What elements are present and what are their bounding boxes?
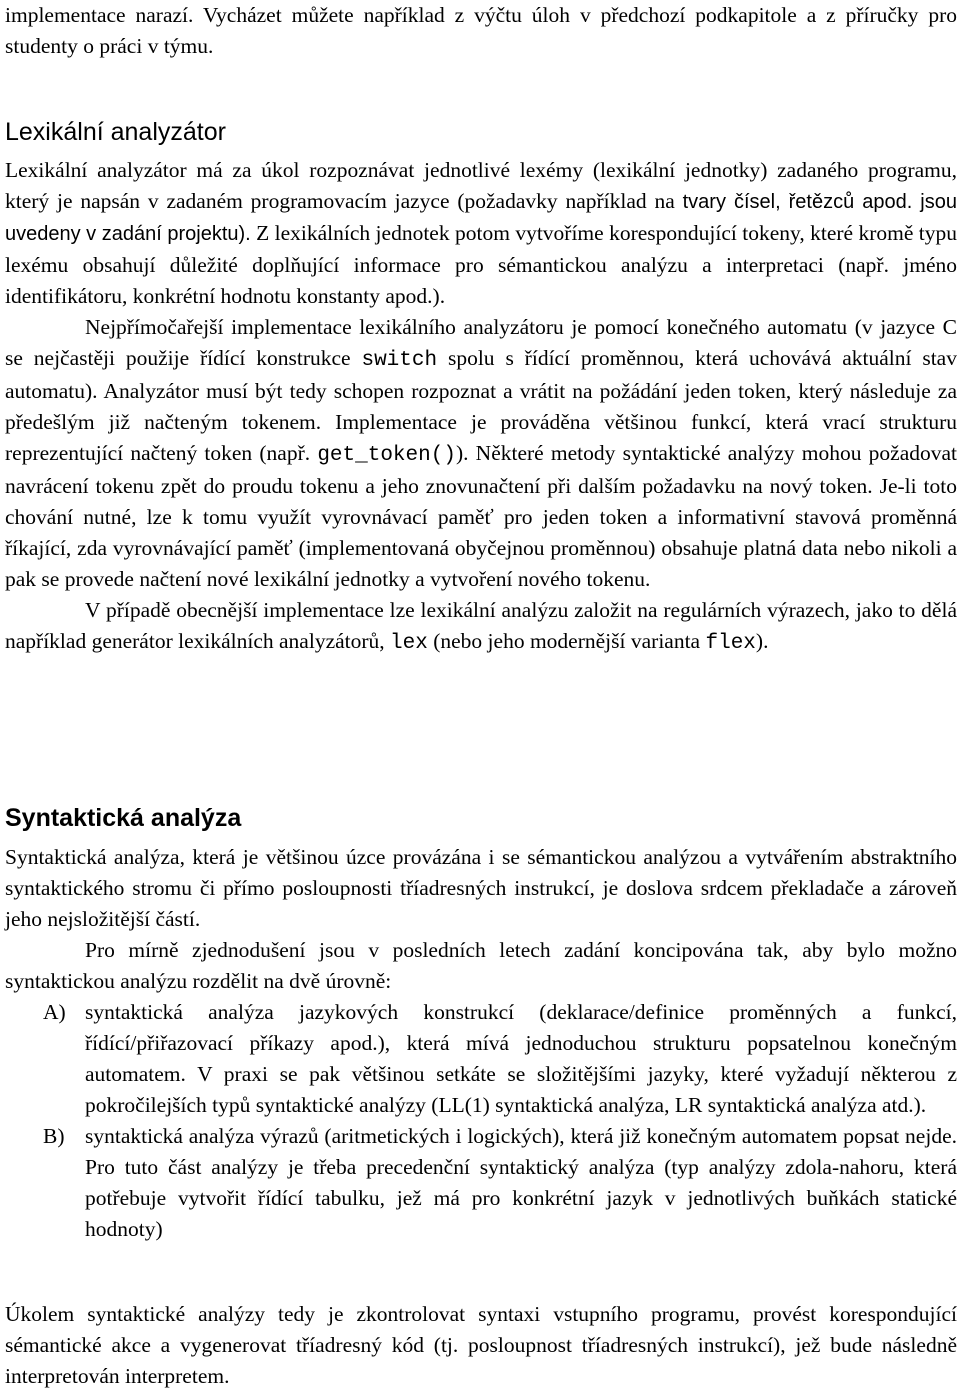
- lexer-p1-rest: Z lexikálních jednotek potom vytvoříme korespondující tokeny, které kromě typu lexému obsahují důležité doplňující informace pro sémantickou analýzu a interpretaci (např. jméno identifikátoru, konkrétní hodnotu konstanty apod.).: [5, 221, 958, 308]
- lexer-paragraph-2: [5, 312, 957, 595]
- syntax-paragraph-1: Syntaktická analýza, která je většinou úzce provázána i se sémantickou analýzou a vytvářením abstraktního syntaktického stromu či přímo posloupnosti tříadresných instrukcí, je doslova srdcem překladače a zároveň jeho nejsložitější částí.: [5, 845, 957, 931]
- lexer-section: [5, 155, 957, 659]
- syntax-heading: Syntaktická analýza: [5, 804, 242, 832]
- lexer-paragraph-3: [5, 595, 957, 659]
- code-flex: flex: [705, 632, 756, 655]
- syntax-section: [5, 842, 957, 1245]
- lexer-p2-text-c: ). Některé metody syntaktické analýzy mohou požadovat navrácení tokenu zpět do proudu tokenu a jeho znovunačtení při dalším požadavku na nový token. Je-li toto chování nutné, lze k tomu využít vyrovnávací paměť pro jeden token a informativní stavová proměnná říkající, zda vyrovnávající paměť (implementovaná obyčejnou proměnnou) obsahuje platná data nebo nikoli a pak se provede načtení nové lexikální jednotky a vytvoření nového tokenu.: [5, 441, 958, 591]
- list-item-a: [5, 997, 957, 1121]
- lexer-paragraph-1: [5, 155, 957, 312]
- lexer-p1-sans-text: tvary čísel, řetězců apod. jsou uvedeny v zadání projektu).: [5, 191, 957, 245]
- list-text-b: syntaktická analýza výrazů (aritmetických i logických), která již konečným automatem popsat nejde. Pro tuto část analýzy je třeba precedenční syntaktický analýza (typ analýzy zdola-nahoru, která potřebuje vytvořit řídící tabulku, jež má pro konkrétní jazyk v jednotlivých buňkách statické hodnoty): [85, 1124, 957, 1241]
- lexer-p2-text-b: spolu s řídící proměnnou, která uchovává aktuální stav automatu). Analyzátor musí být tedy schopen rozpoznat a vrátit na požádání jeden token, který následuje za předešlým již načteným tokenem. Implementace je prováděna většinou funkcí, která vrací strukturu reprezentující načtený token (např.: [5, 346, 957, 465]
- code-get-token: get_token(): [317, 444, 456, 467]
- lexer-p1-text: Lexikální analyzátor má za úkol rozpoznávat jednotlivé lexémy (lexikální jednotky) zadaného programu, který je napsán v zadaném programovacím jazyce (požadavky například na: [5, 158, 957, 213]
- list-item-b: [5, 1121, 957, 1245]
- code-lex: lex: [390, 632, 428, 655]
- intro-paragraph: implementace narazí. Vycházet můžete například z výčtu úloh v předchozí podkapitole a z příručky pro studenty o práci v týmu.: [5, 3, 957, 58]
- list-text-a: syntaktická analýza jazykových konstrukcí (deklarace/definice proměnných a funkcí, řídící/přiřazovací příkazy apod.), která mívá jednoduchou strukturu popsatelnou konečným automatem. V praxi se pak většinou setkáte se složitějšími jazyky, které vyžadují některou z pokročilejších typů syntaktické analýzy (LL(1) syntaktická analýza, LR syntaktická analýza atd.).: [85, 1000, 957, 1117]
- lexer-heading: Lexikální analyzátor: [5, 118, 226, 146]
- list-marker-b: B): [43, 1124, 65, 1148]
- list-marker-a: A): [43, 1000, 66, 1024]
- code-switch: switch: [361, 349, 438, 372]
- syntax-paragraph-3: Úkolem syntaktické analýzy tedy je zkontrolovat syntaxi vstupního programu, provést korespondující sémantické akce a vygenerovat tříadresný kód (tj. posloupnost tříadresných instrukcí), jež bude následně interpretován interpretem.: [5, 1302, 957, 1388]
- syntax-paragraph-2: Pro mírně zjednodušení jsou v posledních letech zadání koncipována tak, aby bylo možno syntaktickou analýzu rozdělit na dvě úrovně:: [5, 938, 957, 993]
- lexer-p3-text-c: ).: [755, 629, 769, 653]
- lexer-p2-text-a: Nejpřímočařejší implementace lexikálního analyzátoru je pomocí konečného automatu (v jazyce C se nejčastěji použije řídící konstrukce: [5, 315, 957, 370]
- lexer-p3-text-b: (nebo jeho modernější varianta: [427, 629, 706, 653]
- lexer-p3-text-a: V případě obecnější implementace lze lexikální analýzu založit na regulárních výrazech, jako to dělá například generátor lexikálních analyzátorů,: [5, 598, 957, 653]
